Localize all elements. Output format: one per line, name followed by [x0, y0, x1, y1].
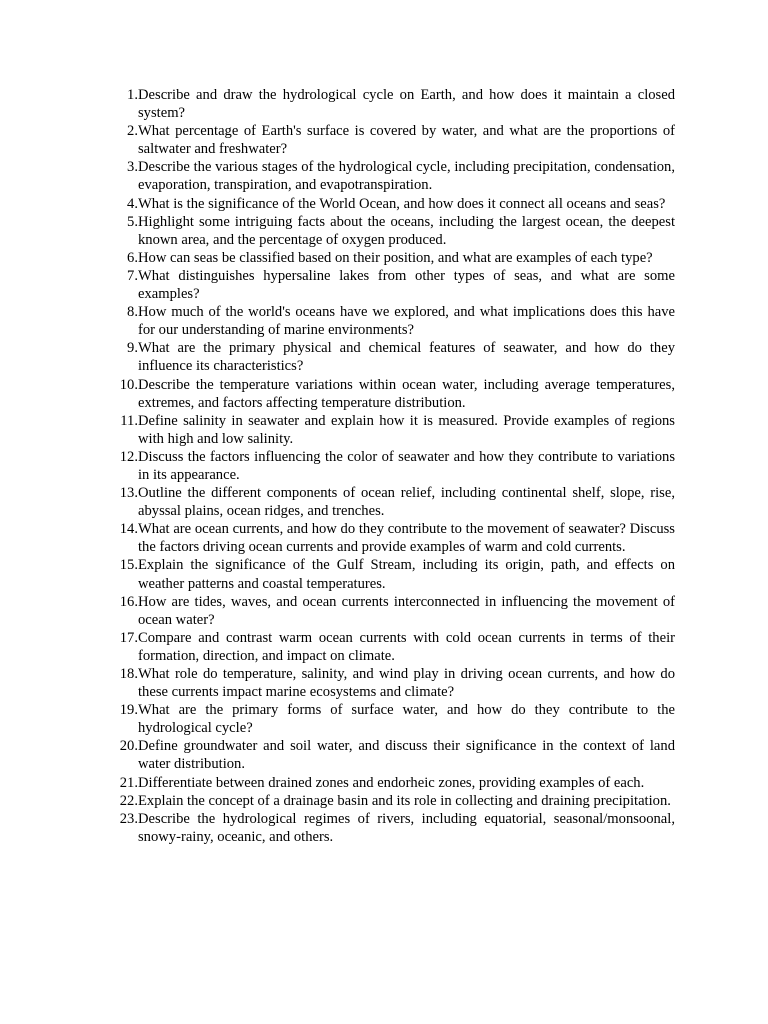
- question-number: 3.: [127, 159, 138, 176]
- question-text: What distinguishes hypersaline lakes from other types of seas, and what are some examples?: [138, 267, 675, 303]
- question-number: 4.: [127, 195, 138, 212]
- question-number: 14.: [119, 521, 138, 538]
- question-item: [108, 158, 675, 194]
- question-number: 12.: [119, 448, 138, 465]
- question-text: Define groundwater and soil water, and discuss their significance in the context of land water distribution.: [138, 738, 675, 773]
- question-text: Highlight some intriguing facts about the oceans, including the largest ocean, the deepest known area, and the percentage of oxygen produced.: [138, 213, 675, 248]
- question-item: [108, 737, 675, 773]
- question-number: 17.: [119, 629, 138, 646]
- question-number: 23.: [119, 810, 138, 827]
- question-item: [108, 86, 675, 122]
- question-text: Differentiate between drained zones and endorheic zones, providing examples of each.: [138, 774, 645, 791]
- question-list: [108, 86, 675, 846]
- question-number: 21.: [119, 774, 138, 791]
- question-item: [108, 665, 675, 701]
- question-item: [108, 484, 675, 520]
- question-item: [108, 412, 675, 448]
- question-number: 1.: [127, 87, 138, 103]
- question-text: Compare and contrast warm ocean currents with cold ocean currents in terms of their formation, direction, and impact on climate.: [138, 629, 675, 664]
- question-item: [108, 810, 675, 846]
- question-text: What are ocean currents, and how do they contribute to the movement of seawater? Discuss the factors driving ocean currents and provide examples of warm and cold currents.: [138, 521, 675, 556]
- question-number: 13.: [119, 485, 138, 502]
- question-text: How can seas be classified based on their position, and what are examples of each type?: [138, 249, 653, 266]
- question-item: [108, 520, 675, 556]
- question-item: [108, 303, 675, 339]
- question-text: Describe the temperature variations within ocean water, including average temperatures, extremes, and factors affecting temperature distribution.: [138, 376, 675, 411]
- question-number: 10.: [119, 376, 138, 393]
- question-text: What are the primary forms of surface water, and how do they contribute to the hydrological cycle?: [138, 702, 675, 737]
- question-number: 22.: [119, 792, 138, 809]
- question-number: 11.: [120, 412, 138, 429]
- question-item: [108, 213, 675, 249]
- question-text: What is the significance of the World Ocean, and how does it connect all oceans and seas?: [138, 195, 666, 212]
- question-text: Describe the various stages of the hydrological cycle, including precipitation, condensation, evaporation, transpiration, and evapotranspiration.: [138, 159, 675, 194]
- question-item: [108, 376, 675, 412]
- question-text: Describe and draw the hydrological cycle on Earth, and how does it maintain a closed system?: [138, 87, 675, 122]
- question-item: [108, 122, 675, 158]
- question-number: 7.: [127, 267, 138, 284]
- question-item: [108, 195, 675, 213]
- question-text: Describe the hydrological regimes of rivers, including equatorial, seasonal/monsoonal, snowy-rainy, oceanic, and others.: [138, 810, 675, 845]
- question-item: [108, 339, 675, 375]
- question-text: Outline the different components of ocean relief, including continental shelf, slope, rise, abyssal plains, ocean ridges, and trenches.: [138, 485, 675, 520]
- question-item: [108, 629, 675, 665]
- question-text: How much of the world's oceans have we explored, and what implications does this have for our understanding of marine environments?: [138, 304, 675, 339]
- question-text: Discuss the factors influencing the color of seawater and how they contribute to variations in its appearance.: [138, 448, 675, 483]
- question-number: 15.: [119, 557, 138, 574]
- question-text: What are the primary physical and chemical features of seawater, and how do they influence its characteristics?: [138, 340, 675, 375]
- question-number: 19.: [119, 702, 138, 719]
- question-number: 2.: [127, 123, 138, 140]
- question-text: What role do temperature, salinity, and wind play in driving ocean currents, and how do these currents impact marine ecosystems and climate?: [138, 666, 675, 701]
- question-text: How are tides, waves, and ocean currents interconnected in influencing the movement of ocean water?: [138, 593, 675, 628]
- question-item: [108, 267, 675, 303]
- question-number: 20.: [119, 738, 138, 755]
- question-number: 16.: [119, 593, 138, 610]
- question-text: Explain the concept of a drainage basin and its role in collecting and draining precipitation.: [138, 792, 671, 809]
- question-item: [108, 701, 675, 737]
- question-text: What percentage of Earth's surface is covered by water, and what are the proportions of saltwater and freshwater?: [138, 123, 675, 158]
- question-item: [108, 448, 675, 484]
- question-number: 5.: [127, 213, 138, 230]
- question-item: [108, 556, 675, 592]
- question-item: [108, 249, 675, 267]
- question-item: [108, 792, 675, 810]
- question-number: 6.: [127, 249, 138, 266]
- question-item: [108, 774, 675, 792]
- question-text: Explain the significance of the Gulf Stream, including its origin, path, and effects on weather patterns and coastal temperatures.: [138, 557, 675, 592]
- question-number: 18.: [119, 666, 138, 682]
- question-text: Define salinity in seawater and explain how it is measured. Provide examples of regions with high and low salinity.: [138, 412, 675, 447]
- question-item: [108, 593, 675, 629]
- question-number: 8.: [127, 304, 138, 321]
- question-number: 9.: [127, 340, 138, 357]
